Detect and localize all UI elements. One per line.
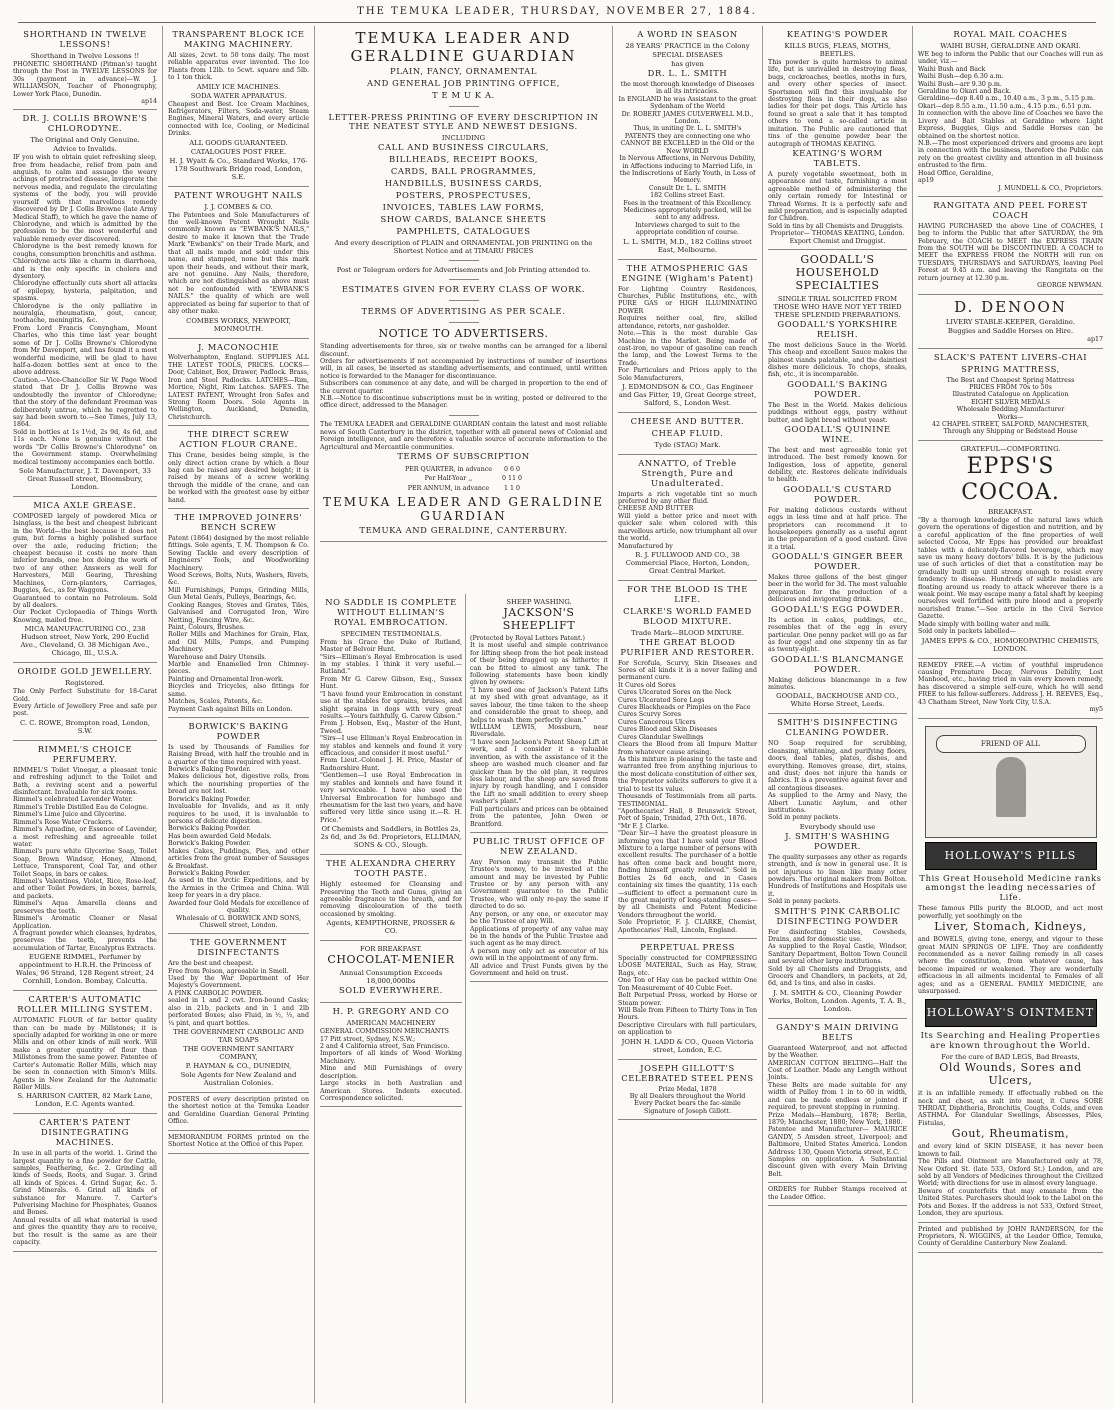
table-row	[401, 485, 526, 492]
col3-right-subcolumn	[465, 594, 608, 1403]
ad-body: Patent (1864) designed by the most reliable fittings. Sole agents, T. M. Thompson & Co.	[168, 534, 312, 550]
ad-subtitle: WAIHI BUSH, GERALDINE AND OKARI.	[940, 41, 1081, 50]
ad-title: FOR BREAKFAST.	[359, 945, 422, 954]
imprint-text: Printed and published by JOHN RANDERSON, for the Proprietors, N. WIGGINS, at the Leader Office, Temuka, County of Geraldine Canterbury New Zealand.	[918, 1225, 1106, 1248]
ad-holloway	[918, 719, 1106, 1223]
ad-perpetual-press	[618, 939, 757, 1060]
goodall-item-title: GOODALL'S BLANCMANGE POWDER.	[770, 653, 905, 674]
ad-subtitle: Shorthand in Twelve Lessons !!	[30, 51, 140, 60]
ad-annatto	[618, 455, 757, 581]
ad-body: it is an infallible remedy. If effectually rubbed on the neck and chest, as salt into meat, it Cures SORE THROAT, Diphtheria, Bronchitis, Coughs, Colds, and even ASTHMA. For Glandular Swellings, Abscesses, Piles, Fistulas,	[918, 1090, 1106, 1127]
ad-body: For Scrofula, Scurvy, Skin Diseases and Sores of all kinds it is a never failing and permanent cure. It Cures old Sores Cures Ulcerated Sores on the Neck Cures Ulcerated Sore Legs Cures Blackheads or Pimples on the Face Cures Scurvy Sores Cures Cancerous Ulcers Cures Blood and Skin Diseases Cures Glandular Swellings Clears the Blood from all Impure Matter from whatever cause arising. As this mixture is pleasing to the taste and warranted free from anything injurious to the most delicate constitution of either sex, the Proprietor solicits sufferers to give it a trial to test its value. Thousands of Testimonials from all parts.	[618, 659, 757, 801]
imprint	[918, 1223, 1106, 1253]
ad-body: The Best and Cheapest Spring Mattress PRICES FROM 70s to 50s Illustrated Catalogue on Application EIGHT SILVER MEDALS Wholesale Bedding Manufacturer Works— 42 CHAPEL STREET, SALFORD, MANCHESTER, Through any Shipping or Bedstead House	[931, 376, 1090, 436]
table-row	[401, 466, 526, 473]
subs-price: 0 6 0	[504, 465, 521, 473]
ad-body: Buggies and Saddle Horses on Hire.	[947, 327, 1074, 336]
ad-rangitata-coach	[918, 197, 1106, 295]
ad-body: IF you wish to obtain quiet refreshing sleep, free from headache, relief from pain and anguish, to calm and assuage the weary achings of protracted disease, invigorate the nervous media, and regulate the circulating systems of the body, you will provide yourself with that marvellous remedy discovered by Dr J. Collis Browne (late Army Medical Staff), to which he gave the name of Chlorodyne, and which is admitted by the profession to be the most wonderful and valuable remedy ever discovered. Chlorodyne is the best remedy known for coughs, consumption bronchitis and asthma. Chlorodyne acts like a charm in diarrhoea, and is the only specific in cholera and dysentery. Chlorodyne effectually cuts short all attacks of epilepsy, hysteria, palpitation, and spasms. Chlorodyne is the only palliative in neuralgia, rheumatism, gout, cancer, toothache, meningitis, &c. From Lord Francis Conyngham, Mount Charles, who this time last year bought some of Dr J. Collis Browne's Chlorodyne from Mr Davenport, and has found it a most wonderful medicine, will be glad to have half-a-dozen bottles sent at once to the above address. Caution.—Vice-Chancellor Sir W. Page Wood stated that Dr J. Collis Browne was undoubtedly the inventor of Chlorodyne; that the story of the defendant Freeman was deliberately untrue, which he regretted to say had been sworn to.—See Times, July 13, 1864. Sold in bottles at 1s 1½d, 2s 9d, 4s 6d, and 11s each. None is genuine without the words "Dr Collis Browne's Chlorodyne" on the Government stamp. Overwhelming medical testimony accompanies each bottle.	[13, 154, 157, 466]
holloway-pills-plaque: HOLLOWAY'S PILLS	[925, 842, 1097, 870]
ad-terms: TERMS OF ADVERTISING AS PER SCALE.	[361, 305, 566, 316]
ad-subtitle: BREAKFAST.	[988, 507, 1033, 516]
ad-body: A purely vegetable sweetmeat, both in appearance and taste, furnishing a most agreeable method of administering the only certain remedy for Intestinal or Thread Worms. It is a perfectly safe and mild preparation, and is especially adapted for Children. Sold in tins by all Chemists and Druggists.	[768, 170, 907, 230]
ad-footer: MICA MANUFACTURING CO., 238 Hudson street, New York, 290 Euclid Ave., Cleveland, O. 38 Michigan Ave., Chicago, Ill., U.S.A.	[20, 625, 150, 658]
ad-subtitle: SPECIAL DISEASES	[652, 50, 723, 59]
ad-footer: JOHN H. LADD & CO., Queen Victoria street, London, E.C.	[621, 1037, 754, 1054]
ad-body: PHONETIC SHORTHAND (Pitman's) taught through the Post in TWELVE LESSONS for 30s (payment in advance)—W. J. WILLIAMSON, Teacher of Phonography, Lower York Place, Dunedin.	[13, 60, 160, 98]
ad-footer: L. L. SMITH, M.D., 182 Collins street East, Melbourne.	[623, 237, 752, 254]
ad-epps-cocoa	[918, 441, 1103, 659]
ad-menier	[320, 941, 462, 1003]
ad-title: BORWICK'S BAKING POWDER	[188, 720, 289, 741]
goodall-item-title: GOODALL'S QUININE WINE.	[784, 423, 891, 444]
goodall-item-body: Its action in cakes, puddings, etc., resembles that of the egg in every particular. One penny packet will go as far as four eggs! and one sixpenny tin as far as twenty-eight.	[768, 616, 910, 654]
ad-title: SHEEP WASHING.	[506, 598, 572, 606]
ad-item: HANDBILLS, BUSINESS CARDS,	[384, 178, 543, 189]
ad-body: For Lighting Country Residences, Churches, Public Institutions, etc., with PURE GAS or HIGH ILLUMINATING POWER Requires neither coal, fire, skilled attendance, retorts, nor gasholder. Note.—This is the most durable Gas Machine in the Market. Being made of cast-iron, no vapour of gasoline can reach the lamp, and the Lowest Terms to the Trade. For Particulars and Prices apply to the Sole Manufacturers,	[618, 285, 757, 382]
ad-body: (Protected by Royal Letters Patent.) It is most useful and simple contrivance for lifting sheep from the hot peak instead of their being dragged up as hitherto; it can be fitted to almost any tank. The following statements have been kindly given by owners: "I have used one of Jackson's Patent Lifts at my shed with great advantage, as it saves labour, the time taken to the sheep and considerable the great to sheep, and helps to wash them perfectly clean." WILLIAM LEWIS, Mossburn, near Riversdale. "I have seen Jackson's Patent Sheep Lift at work, and I consider it a valuable invention, as with the assistance of it the sheep are washed much cleaner and far quicker than by the old plan, it requires less labour, and the sheep are saved from injury by rough handling, and I consider the Lift no small addition to every sheep washer's plant." Full particulars and prices can be obtained from the patentee, John Owen or Brantford.	[470, 634, 608, 828]
ad-body: Is used by Thousands of Families for Raising Bread, with half the trouble and in a quarter of the time required with yeast. Borwick's Baking Powder. Makes delicious hot, digestive rolls, from which the nourishing properties of the bread are not lost. Borwick's Baking Powder. Invaluable for Invalids, and as it only requires to be used, it is invaluable to persons of delicate digestion. Borwick's Baking Powder. Has been awarded Gold Medals. Borwick's Baking Powder. Makes Cakes, Puddings, Pies, and other articles from the great number of Sausages & Breakfast. Borwick's Baking Powder. As used in the Arctic Expeditions, and by the Armies in the Crimea and China. Will keep for years in a dry place.	[168, 743, 309, 900]
ad-footer: GOODALL, BACKHOUSE AND CO., White Horse Street, Leeds.	[776, 692, 899, 709]
ad-public-trust	[470, 833, 608, 983]
ad-carter-disintegrating	[13, 1114, 157, 1251]
ad-mail-coaches	[918, 26, 1103, 197]
ad-title: RIMMEL'S CHOICE PERFUMERY.	[37, 743, 133, 764]
ad-title: D. DENOON	[954, 297, 1067, 316]
ad-body: "By a thorough knowledge of the natural laws which govern the operations of digestion and nutrition, and by a careful application of the fine properties of well selected Cocoa, Mr Epps has provided our breakfast tables with a delicately-flavored beverage, which may save us many heavy doctors' bills. It is by the judicious use of such articles of diet that a constitution may be gradually built up until strong enough to resist every tendency to disease. Hundreds of subtle maladies are floating around us ready to attack wherever there is a weak point. We may escape many a fatal shaft by keeping ourselves well fortified with pure blood and a properly nourished frame."—See article in the Civil Service Gazette. Made simply with boiling water and milk. Sold only in packets labelled—	[918, 516, 1103, 636]
ad-subtitle: TEMUKA AND GERALDINE, CANTERBURY.	[359, 524, 568, 535]
goodall-item-title: GOODALL'S EGG POWDER.	[771, 603, 904, 614]
ad-lead: LETTER-PRESS PRINTING OF EVERY DESCRIPTION IN THE NEATEST STYLE AND NEWEST DESIGNS.	[328, 111, 599, 132]
ad-footer: MAURICE GANDY, 5 Amsden street, Liverpool; and Baltimore, United States America. London Address: 130, Queen Victoria street, E.C. Samples on application. A Substantial discount given with every Main Driving Belt.	[768, 1126, 907, 1178]
ad-title: TEMUKA LEADER AND GERALDINE GUARDIAN	[350, 29, 577, 65]
ad-title: SHORTHAND IN TWELVE LESSONS!	[23, 29, 147, 49]
ad-elliman	[320, 594, 462, 855]
ad-line: Sole Agents for New Zealand and Australian Colonies.	[180, 1071, 297, 1088]
ad-title: ROYAL MAIL COACHES	[953, 29, 1068, 39]
ad-subtitle: SPRING MATTRESS,	[961, 363, 1060, 374]
seated-figure-icon	[996, 757, 1026, 817]
ad-axle-grease	[13, 497, 157, 663]
ad-body: Imparts a rich vegetable tint so much preferred by any other fluid. CHEESE AND BUTTER Will yield a better price and meet with quicker sale when colored with this marvellous article, now triumphant all over the world. Manufactured by	[618, 490, 757, 550]
ad-title: GOODALL'S HOUSEHOLD SPECIALTIES	[795, 253, 880, 292]
ad-body: Annual Consumption Exceeds 18,000,000lbs	[339, 969, 443, 986]
column-4	[613, 26, 763, 1403]
ad-chlorodyne	[13, 110, 157, 497]
table-row	[401, 475, 526, 482]
ad-subtitle: J. J. COMBES & CO.	[204, 202, 273, 211]
ad-memo-forms	[168, 1131, 312, 1154]
ad-subtitle: LIVERY STABLE-KEEPER, Geraldine.	[945, 318, 1076, 327]
goodall-item-body: The Best in the World. Makes delicious puddings without eggs, pastry without butter, and light bread without yeast.	[768, 401, 910, 424]
ad-title: EPPS'S COCOA.	[961, 453, 1060, 505]
ad-brand: CHOCOLAT-MENIER	[327, 953, 455, 967]
ad-body: NO Soap required for scrubbing, cleansing, whitening, and purifying floors, doors, deal tables, plates, dishes, and everything. Removes grease, dirt, stains, and dust; does not injure the hands or fabrics. It is a preventive against fever and all contagious diseases. As supplied to the Army and Navy, the Albert Lunatic Asylum, and other institutions. Sold in penny packets.	[768, 740, 907, 822]
ad-disinfectants	[168, 934, 309, 1093]
ad-tag: ap17	[1087, 336, 1103, 344]
ad-subtitle: CHEAP FLUID.	[651, 428, 724, 438]
ad-body: For the cure of BAD LEGS, Bad Breasts,	[941, 1053, 1080, 1062]
ad-lead: This Great Household Medicine ranks amongst the leading necessaries of Life.	[919, 872, 1102, 903]
ad-footer: Agents, KEMPTHORNE, PROSSER & CO.	[326, 919, 456, 936]
ad-highlight: Old Wounds, Sores and Ulcers,	[939, 1061, 1082, 1088]
ad-subtitle: AND GENERAL JOB PRINTING OFFICE,	[367, 78, 560, 89]
ad-oroide	[13, 663, 157, 741]
ad-body: The quality surpasses any other as regards strength, and is now in general use. It is not injurious to linen like many other powders. The original makers from Bolton. Hundreds of Institutions and Hospitals use it. Sold in penny packets.	[768, 853, 907, 906]
ad-reeves	[918, 659, 1106, 719]
goodall-item-body: Making delicious blancmange in a few minutes.	[768, 676, 910, 691]
ad-footer: H. J. Wyatt & Co., Standard Works, 176-178 Southwark Bridge road, London, S.E.	[169, 156, 308, 181]
ad-borwick	[168, 718, 309, 934]
ad-title: THE ATMOSPHERIC GAS ENGINE (Wigham's Patent)	[621, 262, 754, 283]
ad-body: The Only Perfect Substitute for 18-Carat Gold. Every Article of Jewellery Free and safe per post.	[13, 688, 157, 718]
ad-subtitle: has given	[671, 59, 704, 68]
goodall-item-body: For making delicious custards without eggs in less time and at half price. The proprietors can recommend it to housekeepers generally as a useful agent in the preparation of a good custard. Give it a trial.	[768, 506, 910, 551]
ad-body: Any Nails, therefore, which are not distinguished as above must not be confounded with "EWBANK'S NAILS." the quality of which are well appreciated as being far superior to that of any other make.	[168, 271, 312, 316]
ad-title: PATENT WROUGHT NAILS	[174, 189, 303, 200]
ad-footer: C. C. ROWE, Brompton road, London, S.W.	[19, 718, 151, 735]
ad-body: and every kind of SKIN DISEASE, it has never been known to fail. The Pills and Ointment are Manufactured only at 78, New Oxford St. (late 533, Oxford St.) London, and are sold by all Vendors of Medicines throughout the Civilized World; with directions for use in almost every language. Beware of counterfeits that may emanate from the United States. Purchasers should look to the Label on the Pots and Boxes. If the address is not 533, Oxford Street, London, they are spurious.	[918, 1143, 1103, 1218]
ad-subtitle: Everybody should use	[799, 822, 876, 831]
ad-footer: Sold in Bottles 2s 6d each, and in Cases containing six times the quantity, 11s each—sufficient to effect a permanent cure in the great majority of long-standing cases—by all Chemists and Patent Medicine Vendors throughout the world. Sole Proprietor, F. J. CLARKE, Chemist, Apothecaries' Hall, Lincoln, England.	[618, 867, 757, 934]
ad-estimates: ESTIMATES GIVEN FOR EVERY CLASS OF WORK.	[341, 284, 586, 295]
ad-subtitle: The Original and Only Genuine.	[30, 136, 140, 145]
ad-title: TEMUKA LEADER AND GERALDINE GUARDIAN	[323, 495, 604, 524]
ad-body: the most thorough knowledge of Diseases in all its intricacies. In ENGLAND he was Assistant to the great Sydenham of the World Dr. ROBERT JAMES CULVERWELL M.D., London. Thus, in uniting Dr. L. L. SMITH's PATENTS they are connecting one who CANNOT BE EXCELLED in the Old or the New WORLD In Nervous Affections, in Nervous Debility, in Affections inducing to Married Life, in the Indiscretions of Early Youth, in Loss of Memory. Consult Dr. L. L. SMITH 182 Collins street East. Fees in the treatment of this Excellency. Medicines appropriately packed, will be sent to any address. Interviews charged to suit to the appropriate condition of course.	[618, 80, 757, 237]
holloway-ointment-plaque: HOLLOWAY'S OINTMENT	[925, 999, 1097, 1027]
column-6	[913, 26, 1108, 1403]
ad-footer: Of Chemists and Saddlers, in Bottles 2s, 2s 6d, and 3s 6d. Proprietors, ELLIMAN, SONS & CO., Slough.	[320, 825, 462, 850]
ad-subtitle: 28 YEARS' PRACTICE in the Colony	[625, 41, 750, 50]
ad-testimonial: TESTIMONIAL. "Apothecaries' Hall, 8 Brunswick Street, Port of Spain, Trinidad, 27th Oct., 1876. "Mr F. J. Clarke. "Dear Sir—I have the greatest pleasure in informing you that I have sold your Blood Mixture to a large number of persons with excellent results. The purchaser of a bottle has often come back and bought more, finding himself greatly relieved."	[618, 800, 757, 875]
ad-line: AMILY ICE MACHINES.	[196, 82, 281, 91]
ad-title: THE GOVERNMENT DISINFECTANTS	[190, 937, 287, 958]
ad-subtitle: PLAIN, FANCY, ORNAMENTAL	[389, 66, 537, 77]
subs-price: 0 11 0	[502, 475, 523, 483]
ad-notice: NOTICE TO ADVERTISERS.	[378, 327, 549, 341]
ad-tag: ap19	[918, 177, 934, 185]
ad-slack-mattress	[918, 349, 1103, 441]
ad-subtitle: SPECIMEN TESTIMONIALS.	[340, 629, 442, 638]
ad-tag: ap14	[141, 97, 157, 105]
ad-title: THE IMPROVED JOINERS' BENCH SCREW	[174, 512, 303, 532]
ad-item: PAMPHLETS, CATALOGUES	[396, 225, 531, 236]
ad-posters	[168, 1093, 312, 1131]
ad-gandy-belts	[768, 1019, 907, 1183]
column-2	[163, 26, 315, 1403]
ad-item: BILLHEADS, RECEIPT BOOKS,	[388, 154, 539, 165]
ad-brand: JACKSON'S SHEEPLIFT	[502, 606, 576, 632]
ad-body: Wolverhampton, England. SUPPLIES ALL THE LATEST TOOLS, PRICES. LOCKS—Door, Cabinet, Box, Drawer, Padlock. Brass, Iron and Steel Padlocks. LATCHES—Rim, Mortice, Night, Rim Latches. SAFES. The LATEST PATENT, Wrought Iron Safes and Strong Room Doors. Sole Agents in Wellington, Auckland, Dunedin, Christchurch.	[168, 354, 312, 421]
ad-item: INVOICES, TABLES LAW FORMS,	[382, 201, 545, 212]
holloway-engraving	[925, 726, 1097, 838]
ad-body: POSTERS of every description printed on the shortest notice at the Temuka Leader and Geraldine Guardian General Printing Office.	[168, 1096, 312, 1126]
ad-carter-mills	[13, 991, 160, 1114]
ad-line: Cheapest and Best. Ice Cream Machines, Refrigerators, Filters, Soda-water, Steam Engines, Mineral Waters, and every article connected with Ice, Cooling, or Medicinal Drinks.	[168, 100, 312, 138]
ad-footer: JAMES EPPS & CO., HOMOEOPATHIC CHEMISTS, LONDON.	[921, 636, 1100, 653]
ad-line: THE GOVERNMENT CARBOLIC AND TAR SOAPS	[173, 1027, 304, 1044]
ad-notice-body: Standing advertisements for three, six or twelve months can be arranged for a liberal discount. Orders for advertisements if not accompanied by instructions of number of insertions will, in all cases, be inserted as standing advertisements, and continued, until written notice is forwarded to the Manager for discontinuance. Subscribers can commence at any date, and will be charged in proportion to the end of the current quarter. N.B.—Notice to discontinue subscriptions must be in writing, posted or delivered to the office direct, addressed to the Manager.	[320, 343, 607, 410]
ad-word-in-season	[618, 26, 757, 260]
ad-line: CATALOGUES POST FREE.	[190, 147, 287, 156]
goodall-item-body: The best and most agreeable tonic yet introduced. The best remedy known for Indigestion, loss of appetite, general debility, etc. Restores delicate individuals to health.	[768, 446, 910, 484]
ad-shorthand	[13, 26, 160, 110]
subs-label: Per Half-Year ,,	[424, 475, 473, 483]
ad-line: P. HAYMAN & CO., DUNEDIN,	[185, 1062, 292, 1071]
ad-bench-screw	[168, 509, 312, 718]
ad-footer: SOLD EVERYWHERE.	[338, 985, 444, 996]
subs-label: PER ANNUM, in advance	[407, 484, 490, 492]
ad-title: H. P. GREGORY AND CO	[332, 1006, 450, 1017]
ad-line: THE GOVERNMENT SANITARY COMPANY,	[183, 1044, 294, 1061]
ad-body: Specially constructed for COMPRESSING LOOSE MATERIAL, Such as Hay, Straw, Rags, etc. One Ton of Hay can be packed within One Ton Measurement of 40 Cubic Feet. Belt Perpetual Press, worked by Horse or Steam power. Will Bale from Fifteen to Thirty Tons in Ten Hours. Descriptive Circulars with full particulars, on application to	[618, 955, 757, 1037]
ad-footer: J. MUNDELL & CO., Proprietors.	[998, 184, 1103, 192]
ad-body: Are the best and cheapest. Free from Poison, agreeable in Smell. Used by the War Department of Her Majesty's Government. A PINK CARBOLIC POWDER. sealed in 1 and 2 cwt. Iron-bound Casks; also in 21b, packets and in 1 and 2lb perforated Boxes; also Fluid, in ½, ⅓, and ¼ pint, and quart bottles.	[168, 960, 309, 1027]
ad-title: RANGITATA AND PEEL FOREST COACH	[933, 199, 1088, 220]
subs-label: PER QUARTER, in advance	[404, 465, 492, 473]
ad-title: ANNATTO, of Treble Strength, Pure and Unadulterated.	[638, 457, 737, 488]
ad-title: GANDY'S MAIN DRIVING BELTS	[776, 1021, 899, 1042]
ad-body: WE beg to inform the Public that our Coaches will run as under, viz.— Waihi Bush and Back Waihi Bush—dep 6.30 a.m. Waihi Bush—arr 9.30 p.m. Geraldine to Okari and Back. Geraldine—dep 8.40 a.m., 10.40 a.m., 3 p.m., 5.15 p.m. Okari—dep 8.55 a.m., 11.50 a.m., 4.15 p.m., 6.51 p.m. In connection with the above line of Coaches we have the Livery and Bait Stables at Geraldine where Light Express, Buggies, Gigs and Saddle Horses can be obtained on the shortest notice. N.B.—The most experienced drivers and grooms are kept in connection with the business, therefore the Public can rely on the greatest civility and attention in all business entrusted to the firm. Head Office, Geraldine,	[918, 50, 1103, 177]
ad-body: These famous Pills purify the BLOOD, and act most powerfully, yet soothingly on the	[918, 905, 1106, 920]
ad-printing-office	[320, 26, 610, 542]
ad-wrought-nails	[168, 187, 312, 339]
ad-subtitle: AMERICAN MACHINERY	[346, 1019, 436, 1028]
ad-ice-machinery	[168, 26, 312, 187]
ad-title: PUBLIC TRUST OFFICE OF NEW ZEALAND.	[472, 835, 606, 856]
ad-body: AUTOMATIC FLOUR of far better quality than can be made by Millstones; it is specially adapted for working in one or more Mills and on other kinds of mill work. Will make a greater quantity of flour than Millstones from the same power. Patentee of Carter's Automatic Roller Mills, which may be seen in connection with Simon's Mills. Agents in New Zealand for the Automatic Roller Mills.	[13, 1017, 160, 1091]
ad-footer: J. M. SMITH & CO., Cleaning Powder Works, Bolton, London. Agents, T. A. B., London.	[768, 988, 907, 1013]
goodall-item-body: Makes three gallons of the best ginger beer in the world for 3d. The most valuable preparation for the production of a delicious and invigorating drink.	[768, 574, 910, 604]
ad-footer: GEORGE NEWMAN.	[1037, 282, 1103, 290]
ad-body: and BOWELS, giving tone, energy, and vigour to these great MAIN SPRINGS OF LIFE. They are confidently recommended as a never failing remedy in all cases where the constitution, from whatever cause, has become impaired or weakened. They are wonderfully efficacious in all ailments incidental to Females of all ages; and as a GENERAL FAMILY MEDICINE, are unsurpassed.	[918, 936, 1106, 996]
ad-subtitle: SMITH'S PINK CARBOLIC DISINFECTING POWDER	[774, 905, 901, 926]
ad-line: SODA WATER APPARATUS.	[190, 91, 287, 100]
ad-title: MICA AXLE GREASE.	[33, 499, 137, 510]
ad-including: INCLUDING	[441, 134, 486, 143]
ad-footer: EUGENE RIMMEL, Perfumer by appointment to H.R.H. the Princess of Wales, 96 Strand, 128 Regent street, 24 Cornhill, London. Bombay, Calcutta.	[15, 953, 155, 986]
column-1	[8, 26, 163, 1403]
ad-title: FOR THE BLOOD IS THE LIFE.	[627, 584, 748, 604]
ad-every: And every description of PLAIN and ORNAMENTAL JOB PRINTING on the Shortest Notice and at TIMARU PRICES	[334, 238, 593, 255]
ad-item: CARDS, BALL PROGRAMMES,	[390, 166, 537, 177]
ad-title: JOSEPH GILLOTT'S CELEBRATED STEEL PENS	[621, 1062, 754, 1083]
ad-brand: CLARKE'S WORLD FAMED BLOOD MIXTURE.	[623, 605, 752, 626]
ad-body: RIMMEL'S Toilet Vinegar, a pleasant tonic and refreshing adjunct to the Toilet and Bath, a reviving scent and a powerful disinfectant. Invaluable for sick rooms. Rimmel's celebrated Lavender Water. Rimmel's Treble Distilled Eau de Cologne. Rimmel's Lime Juice and Glycerine. Rimmel's Rose Water Crackers. Rimmel's Aquadine, or Essence of Lavender, a most refreshing and agreeable toilet water. Rimmel's pure white Glycerine Soap, Toilet Soap, Brown Windsor, Honey, Almond, Lettuce, Transparent, Coal Tar, and other Toilet Soaps, in bars or cakes. Rimmel's Valentines, Violet, Rice, Rose-leaf, and other Toilet Powders, in boxes, barrels, and packets. Rimmel's Aqua Amarella cleans and preserves the teeth. Rimmel's Aromatic Cleaner or Nasal Application. A fragrant powder which cleanses, hydrates, preserves the teeth, prevents the accumulation of Tartar, Eucalyptus Extracts.	[13, 766, 157, 952]
ad-footer: Sole Manufacturer, J. T. Davenport, 33 Great Russell street, Bloomsbury, London.	[19, 466, 151, 491]
ad-subtitle: THE GREAT BLOOD PURIFIER AND RESTORER.	[620, 636, 755, 657]
ad-body: Sewing Tackle and every description of Engineers' Tools, and Woodworking Machinery. Wood Screws, Bolts, Nuts, Washers, Rivets, &c. Mill Furnishings, Pumps, Grinding Mills, Gun Metal Gears, Pulleys, Bearings, &c. Cooking Ranges, Stoves and Grates, Tiles, Galvanised and Corrugated Iron, Wire Netting, Fencing Wire, &c. Paint, Colours, Brushes. Roller Mills and Machines for Grain, Flax, and Oil Mills, Pumps, and Pumping Machinery. Warehouse and Dairy Utensils. Marble and Enamelled Iron Chimney-pieces. Painting and Ornamental Iron-work. Bicycles and Tricycles, also fittings for same. Matches, Scales, Patents, &c. Payment Cash against Bills on London.	[168, 549, 309, 713]
ad-footer: J. EDMONDSON & CO., Gas Engineer and Gas Fitter, 19, Great George street, Salford, S., London West.	[618, 383, 757, 408]
ad-footer: COMBES WORKS, NEWPORT, MONMOUTH.	[186, 316, 291, 333]
ad-body: GENERAL COMMISSION MERCHANTS 17 Pitt street, Sydney, N.S.W.; 2 and 4 California street, San Francisco. Importers of all kinds of Wood Working Machinery. Mine and Mill Furnishings of every description. Large stocks in both Australian and American Stores. Indents executed. Correspondence solicited.	[320, 1028, 462, 1102]
ad-subs-title: TERMS OF SUBSCRIPTION	[397, 451, 530, 462]
ad-body: Prize Medal, 1878 By all Dealers throughout the World Every Packet bears the fac-simile Signature of Joseph Gillott.	[629, 1085, 746, 1115]
ad-body: REMEDY FREE.—A victim of youthful imprudence causing Premature Decay, Nervous Debility, Lost Manhood, etc., having tried in vain every known remedy, has discovered a simple self-cure, which he will send FREE to his fellow-sufferers. Address J. H. REEVES, Esq., 43 Chatham Street, New York City, U.S.A.	[918, 661, 1106, 706]
ad-highlight: Liver, Stomach, Kidneys,	[934, 920, 1087, 934]
ad-highlight: Gout, Rheumatism,	[951, 1127, 1070, 1141]
ad-footer: Awarded four Gold Medals for excellence of quality. Wholesale of G. BORWICK AND SONS, Chiswell street, London.	[168, 899, 309, 929]
ad-item: POSTERS, PROSPECTUSES,	[395, 189, 532, 200]
ad-title: SLACK'S PATENT LIVERS-CHAI	[933, 351, 1088, 362]
column-5	[763, 26, 913, 1403]
ad-goodall	[768, 250, 910, 714]
ad-title: KEATING'S POWDER	[786, 29, 889, 39]
ad-body: HAVING PURCHASED the above Line of COACHES, I beg to inform the Public that after SATURDAY, the 9th February, the COACH to MEET the EXPRESS TRAIN from the SOUTH will be DISCONTINUED. A COACH to MEET the EXPRESS FROM the NORTH will run on TUESDAYS, THURSDAYS and SATURDAYS, leaving Peel Forest at 9.45 a.m. and leaving the Rangitata on the return journey at 12.30 p.m.	[918, 222, 1106, 282]
ad-keating	[768, 26, 910, 250]
ad-body: Guaranteed Waterproof, and not affected by the Weather. AMERICAN COTTON BELTING—Half the Cost of Leather. Made any Length without Joints. These Belts are made suitable for any width of Pulley from 1 in to 60 in width, and can be made endless or jointed if required, to prevent stopping in running. Prize Medals—Hamburg, 1878; Berlin, 1879; Manchester, 1880; New York, 1880. Patentee and Manufacturer—	[768, 1044, 907, 1134]
ad-title: DR. J. COLLIS BROWNE'S CHLORODYNE.	[22, 113, 148, 134]
ad-body: ORDERS for Rubber Stamps received at the Leader Office.	[768, 1186, 910, 1201]
ad-subtitle: Registered.	[65, 679, 105, 688]
ad-alexandra	[320, 855, 465, 941]
ad-lead: Its Searching and Healing Properties are known throughout the World.	[920, 1030, 1101, 1051]
goodall-item-body: The most delicious Sauce in the World. This cheap and excellent Sauce makes the plainest viands palatable, and the daintiest dishes more delicious. To chops, steaks, fish, etc., it is incomparable.	[768, 341, 910, 379]
ad-body: All sizes, 2cwt. to 50 tons daily. The most reliable apparatus ever invented. The Ice Plants from 12lb. to 5cwt. square and 5lb. to 1 ton thick.	[168, 51, 312, 82]
ad-tag: my5	[1089, 706, 1103, 714]
ad-body: This powder is quite harmless to animal life, but is unrivalled in destroying fleas, bugs, cockroaches, beetles, moths in furs, and every other species of insect. Sportsmen will find this invaluable for destroying fleas in their dogs, as also ladies for their pet dogs. This Article has found so great a sale that it has tempted others to vend a so-called article in imitation. The Public are cautioned that tins of the genuine powder bear the autograph of THOMAS KEATING.	[768, 58, 910, 148]
ad-post: Post or Telegram orders for Advertisements and Job Printing attended to.	[336, 266, 591, 275]
ad-rimmel	[13, 741, 157, 991]
subs-price: 1 1 0	[504, 484, 521, 492]
ad-gregory	[320, 1003, 462, 1107]
goodall-item-title: GOODALL'S GINGER BEER POWDER.	[771, 551, 904, 572]
goodall-item-title: GOODALL'S CUSTARD POWDER.	[783, 483, 892, 504]
ad-title: NO SADDLE IS COMPLETE WITHOUT ELLIMAN'S ROYAL EMBROCATION.	[325, 597, 457, 627]
col3-left-subcolumn	[320, 594, 465, 1403]
ad-title: PERPETUAL PRESS	[640, 942, 735, 953]
ad-title: J. MACONOCHIE	[197, 341, 280, 352]
ad-title: CARTER'S AUTOMATIC ROLLER MILLING SYSTEM.	[17, 994, 153, 1015]
ad-body: COMPOSED largely of powdered Mica or Isinglass, is the best and cheapest lubricant in the World—the best because it does not gum, but forms a highly polished surface over the axle, reducing friction; the cheapest because it costs no more than inferior brands, one box doing the work of two of any other. Answers as well for Harvesters, Mill Gearing, Threshing Machines, Corn-planters, Carriages, Buggies, &c., as for Waggons. Guaranteed to contain no Petroleum. Sold by all dealers. Our Pocket Cyclopaedia of Things Worth Knowing, mailed free.	[13, 512, 157, 624]
ad-body: The Patentees and Sole Manufacturers of the well-known Patent Wrought Nails commonly known as "EWBANK'S NAILS," desire to make it known that the Trade Mark "Ewbank's" on their Trade Mark, and that all nails made and sold under this name, and stamped, none but this mark upon their heads, and without their mark, are not genuine.	[168, 211, 312, 279]
ad-denoon	[918, 295, 1103, 349]
goodall-item-title: GOODALL'S YORKSHIRE RELISH.	[777, 318, 898, 339]
ad-circulation: The TEMUKA LEADER and GERALDINE GUARDIAN contain the latest and most reliable news of South Canterbury in the district, together with all general news of Colonial and Foreign intelligence, and are therefore a valuable source of accurate information to the Agricultural and Mercantile communities.	[320, 421, 610, 451]
ad-body: MEMORANDUM FORMS printed on the Shortest Notice at the Office of this Paper.	[168, 1133, 312, 1149]
ad-title: CARTER'S PATENT DISINTEGRATING MACHINES.	[39, 1117, 131, 1148]
ad-item: SHOW CARDS, BALANCE SHEETS	[380, 213, 547, 224]
ad-gas-engine	[618, 260, 757, 413]
ad-title: THE DIRECT SCREW ACTION FLOUR CRANE.	[179, 429, 298, 450]
ad-maconochie	[168, 339, 312, 427]
ad-sheeplift	[470, 594, 608, 833]
ad-body: From his Grace the Duke of Rutland, Master of Belvoir Hunt. "Sirs—Elliman's Royal Embrocation is used in my stables. I think it very useful.—Rutland." From Mr G. Carew Gibson, Esq., Sussex Hunt. "I have found your Embrocation in constant use at the stables for sprains, bruises, and slight sprains in dogs with very great results.—Yours faithfully, G. Carew Gibson." From J. Hobson, Esq., Master of the Hunt, Tweed. "Sirs—I use Elliman's Royal Embrocation in my stables and kennels and found it very efficacious, and consider it most useful." From Lieut.-Colonel J. H. Price, Master of Radnorshire Hunt. "Gentlemen—I use Royal Embrocation in my stables and kennels and have found it very serviceable. I have also used the Universal Embrocation for lumbago and rheumatism for the last two years, and have suffered very little since using it.—R. H. Price."	[320, 638, 462, 824]
ad-lead: SINGLE TRIAL SOLICITED FROM THOSE WHO HAVE NOT YET TRIED THESE SPLENDID PREPARATIONS.	[773, 294, 902, 319]
ad-footer: R. J. FULLWOOD AND CO., 38 Commercial Place, Horton, London, Great Central Market.	[625, 551, 750, 576]
ad-subtitle: J. SMITH'S WASHING POWDER.	[785, 830, 890, 851]
goodall-item-title: GOODALL'S BAKING POWDER.	[787, 378, 888, 399]
ad-footer: Proprietor— THOMAS KEATING, London. Export Chemist and Druggist.	[770, 230, 905, 245]
ad-title: CHEESE AND BUTTER.	[630, 416, 745, 427]
engraving-banner: FRIEND OF ALL	[936, 735, 1086, 753]
ad-body: Any Person may transmit the Public Trustee's money, to be invested at the amount and may be invested by Public Trustee or by any person with any Government guarantee to the Public Trustee, who will only re-pay the same if directed to do so. Any person, or any one, or executor may be the Trustee of any Will. Applications of property of any value may be in the hands of the Public Trustee and such agent as he may direct. A person may only act as executor of his own will in the appointment of any firm. All advice and Trust Funds given by the Government and held on trust.	[470, 858, 608, 978]
ad-title: SMITH'S DISINFECTING CLEANING POWDER.	[777, 717, 898, 738]
page-masthead: THE TEMUKA LEADER, THURSDAY, NOVEMBER 27, 1884.	[18, 6, 1096, 23]
ad-smith-cleaning	[768, 714, 907, 1018]
ad-rubber-stamps	[768, 1183, 910, 1206]
ad-item: CALL AND BUSINESS CIRCULARS,	[378, 142, 549, 153]
ad-title: TRANSPARENT BLOCK ICE MAKING MACHINERY.	[172, 29, 305, 49]
ad-subtitle: KEATING'S WORM TABLETS.	[792, 148, 883, 168]
ad-subtitle: KILLS BUGS, FLEAS, MOTHS, BEETLES.	[784, 41, 891, 58]
ad-footer: S. HARRISON CARTER, 82 Mark Lane, London, E.C. Agents wanted.	[17, 1092, 153, 1109]
ad-subtitle: Advice to Invalids.	[53, 145, 117, 154]
ad-body: Highly esteemed for Cleansing and Preserving the Teeth and Gums, giving an agreeable fragrance to the breath, and for removing discolouration of the teeth occasioned by smoking.	[320, 881, 465, 918]
ad-title: A WORD IN SEASON	[637, 29, 738, 39]
ad-title: THE ALEXANDRA CHERRY TOOTH PASTE.	[326, 858, 456, 879]
ad-line: ALL GOODS GUARANTEED.	[189, 138, 288, 147]
ad-subtitle: Tyde (STAG) Mark.	[654, 440, 721, 449]
ad-subtitle: Trade Mark—BLOOD MIXTURE.	[631, 628, 744, 637]
ad-blood-mixture	[618, 581, 757, 939]
ad-cheese-butter	[618, 413, 757, 455]
ad-gillott	[618, 1060, 757, 1121]
ad-body: This Crane, besides being simple, is the only direct action crane by which a flour bag can be raised any desired height; it is raised by means of a screw working through the middle of the crane, and can be worked with the greatest ease by either hand.	[168, 452, 312, 504]
ad-kicker: GRATEFUL—COMFORTING.	[960, 444, 1061, 453]
subscription-table	[399, 464, 528, 494]
ad-town: T E M U K A.	[432, 90, 495, 101]
column-3	[315, 26, 613, 1403]
ad-name: DR. L. L. SMITH	[647, 67, 728, 78]
ad-flour-crane	[168, 426, 312, 509]
ad-title: OROIDE GOLD JEWELLERY.	[17, 666, 153, 677]
ad-body: In use in all parts of the world. 1. Grind the largest quantity to a fine powder for Cattle, samples, Feathering, &c. 2. Grinding all kinds of Seeds, Roots, and Sugar. 3. Grind all kinds of Spices. 4. Grind Sugar, &c. 5. Grind Minerals. 6. Grind all kinds of substance for Manure. 7. Carter's Pulverising Machine for Phosphates, Guanos and Bones. Annual results of all what material is used and gives the quantity they are to receive, but the result is the same as are their capacity.	[13, 1150, 157, 1247]
ad-body: For disinfecting Stables, Cowsheds, Drains, and for domestic use. As supplied to the Royal Castle, Windsor, Sanitary Department, Bolton Town Council and several other large institutions. Sold by all Chemists and Druggists, and Grocers and Chandlers, in packets, at 2d, 6d, and 1s tins, and also in casks.	[768, 928, 907, 988]
